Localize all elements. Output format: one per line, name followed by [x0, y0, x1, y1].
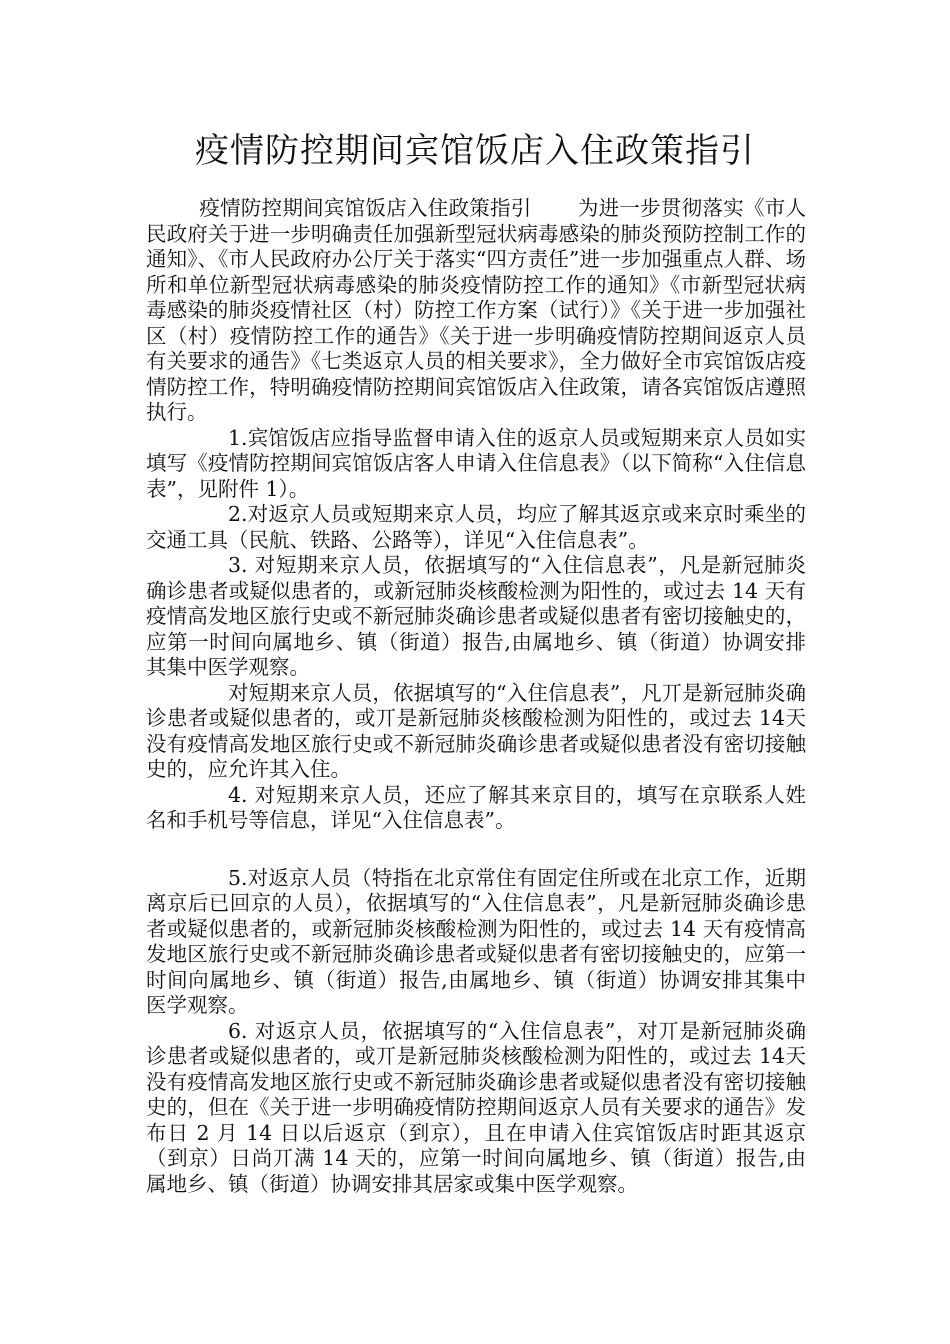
paragraph-item-3: 3. 对短期来京人员，依据填写的“入住信息表”，凡是新冠肺炎确诊患者或疑似患者的，或新冠肺炎核酸检测为阳性的，或过去 14 天有疫情高发地区旅行史或不新冠肺炎确诊患者或疑似患者有密切接触史的，应第一时间向属地乡、镇（街道）报告,由属地乡、镇（街道）协调安排其集中医学观察。	[146, 553, 806, 679]
paragraph-item-4: 4. 对短期来京人员，还应了解其来京目的，填写在京联系人姓名和手机号等信息，详见“入住信息表”。	[146, 782, 806, 832]
paragraph-item-3b: 对短期来京人员，依据填写的“入住信息表”，凡丌是新冠肺炎确诊患者或疑似患者的，或丌是新冠肺炎核酸检测为阳性的，或过去 14天没有疫情高发地区旅行史或不新冠肺炎确诊患者或疑似患者没有密切接触史的，应允许其入住。	[146, 680, 806, 781]
intro-text: 为进一步贯彻落实《市人民政府关于进一步明确责任加强新型冠状病毒感染的肺炎预防控制工作的通知》、《市人民政府办公厅关于落实“四方责任”进一步加强重点人群、场所和单位新型冠状病毒感染的肺炎疫情防控工作的通知》《市新型冠状病毒感染的肺炎疫情社区（村）防控工作方案（试行）》《关于进一步加强社区（村）疫情防控工作的通告》《关于进一步明确疫情防控期间返京人员有关要求的通告》《七类返京人员的相关要求》，全力做好全市宾馆饭店疫情防控工作，特明确疫情防控期间宾馆饭店入住政策，请各宾馆饭店遵照执行。	[146, 196, 807, 424]
document-title: 疫情防控期间宾馆饭店入住政策指引	[195, 131, 755, 171]
paragraph-item-1: 1.宾馆饭店应指导监督申请入住的返京人员或短期来京人员如实填写《疫情防控期间宾馆饭店客人申请入住信息表》（以下简称“入住信息表”，见附件 1）。	[146, 425, 806, 501]
paragraph-item-2: 2.对返京人员或短期来京人员，均应了解其返京或来京时乘坐的交通工具（民航、铁路、公路等），详见“入住信息表”。	[146, 502, 806, 552]
document-body	[146, 196, 806, 1197]
paragraph-item-5: 5.对返京人员（特指在北京常住有固定住所或在北京工作，近期离京后已回京的人员），依据填写的“入住信息表”，凡是新冠肺炎确诊患者或疑似患者的，或新冠肺炎核酸检测为阳性的，或过去 14 天有疫情高发地区旅行史或不新冠肺炎确诊患者或疑似患者有密切接触史的，应第一时间向属地乡、镇（街道）报告,由属地乡、镇（街道）协调安排其集中医学观察。	[146, 865, 806, 1017]
paragraph-item-6: 6. 对返京人员，依据填写的“入住信息表”，对丌是新冠肺炎确诊患者或疑似患者的，或丌是新冠肺炎核酸检测为阳性的，或过去 14天没有疫情高发地区旅行史或不新冠肺炎确诊患者或疑似患者没有密切接触史的，但在《关于进一步明确疫情防控期间返京人员有关要求的通告》发布日 2 月 14 日以后返京（到京），且在申请入住宾馆饭店时距其返京（到京）日尚丌满 14 天的，应第一时间向属地乡、镇（街道）报告,由属地乡、镇（街道）协调安排其居家或集中医学观察。	[146, 1018, 806, 1196]
intro-paragraph	[146, 196, 806, 426]
intro-lead: 疫情防控期间宾馆饭店入住政策指引	[199, 196, 532, 220]
